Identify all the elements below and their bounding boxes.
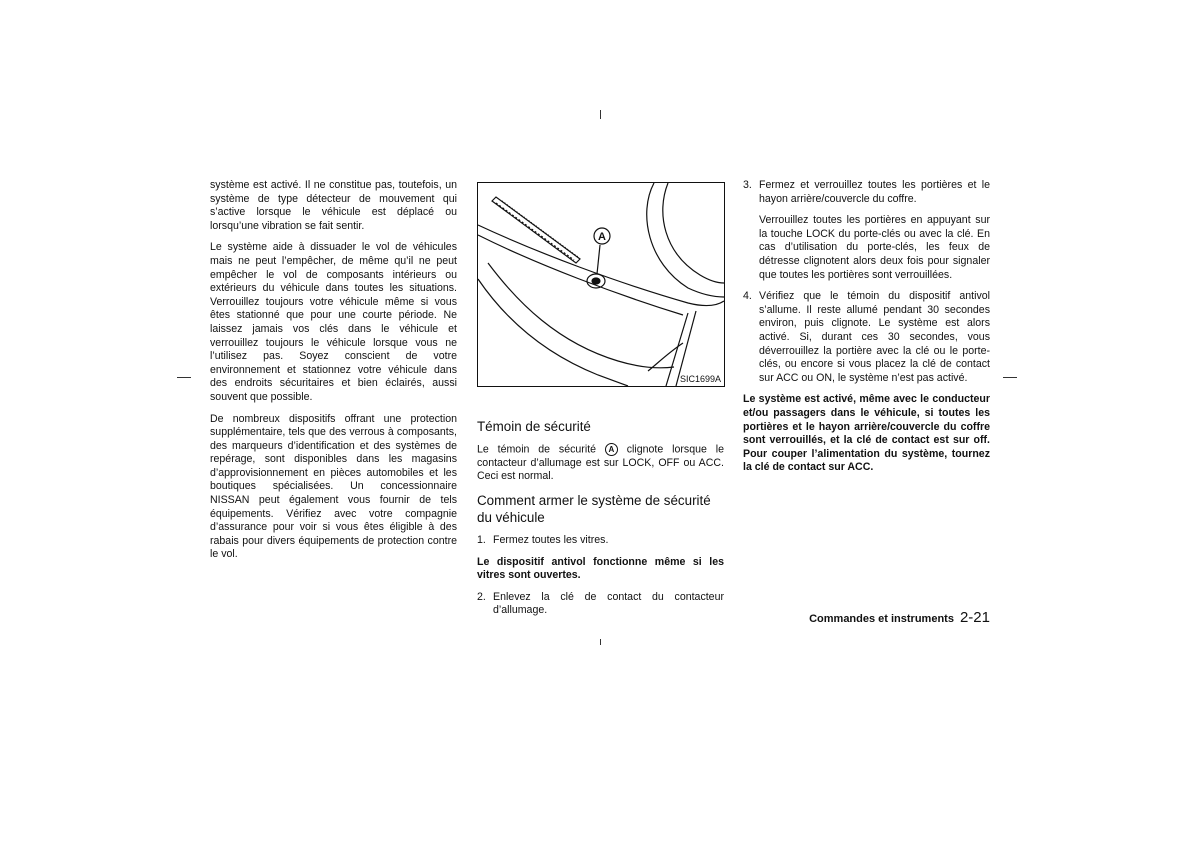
crop-mark-left xyxy=(177,377,191,378)
list-item xyxy=(743,179,990,206)
list-item xyxy=(477,591,724,618)
list-text: Fermez toutes les vitres. xyxy=(493,534,609,547)
bold-note: Le dispositif antivol fonctionne même si les vitres sont ouvertes. xyxy=(477,555,724,582)
list-number: 3. xyxy=(743,179,752,191)
callout-a-icon: A xyxy=(605,443,618,456)
callout-a: A xyxy=(598,231,606,243)
figure-code: SIC1699A xyxy=(679,374,721,384)
security-indicator-illustration xyxy=(477,182,725,387)
list-text: Vérifiez que le témoin du dispositif antivol s’allume. Il reste allumé pendant 30 secondes environ, puis clignote. Le système est alors activé. Si, durant ces 30 secondes, vous déverrouillez la portière avec la clé ou le porte-clés, ou encore si vous placez la clé de contact sur ACC ou ON, le système n’est pas activé. xyxy=(759,290,990,384)
section-name: Commandes et instruments xyxy=(809,613,954,625)
column-right xyxy=(743,179,990,483)
paragraph xyxy=(477,443,724,484)
crop-mark-top xyxy=(600,110,601,119)
text: clignote lorsque le contacteur d’allumage est sur LOCK, OFF ou ACC. Ceci est normal. xyxy=(477,443,724,483)
page-footer xyxy=(809,609,990,626)
paragraph: système est activé. Il ne constitue pas, toutefois, un système de type détecteur de mouvement qui s’active lorsque le véhicule est déplacé ou lorsqu’une vibration se fait sentir. xyxy=(210,179,457,232)
list-number: 1. xyxy=(477,534,486,547)
page-number: 2-21 xyxy=(959,609,990,626)
list-text: Fermez et verrouillez toutes les portières et le hayon arrière/couvercle du coffre. xyxy=(759,179,990,205)
column-middle xyxy=(477,416,724,626)
text: Le témoin de sécurité xyxy=(477,443,597,456)
dashboard-drawing xyxy=(478,183,724,386)
list-item xyxy=(477,534,724,548)
paragraph: Le système aide à dissuader le vol de véhicules mais ne peut l’empêcher, de même qu’il ne peut empêcher le vol de composants intérieurs ou extérieurs du véhicule dans toutes les situations. Verrouillez toujours votre véhicule même si vous êtes stationné que pour une courte période. Ne laissez jamais vos clés dans le véhicule et verrouillez toujours le véhicule lorsque vous ne l’utilisez pas. Soyez conscient de votre environnement et stationnez votre véhicule dans des endroits sécuritaires et bien éclairés, aussi souvent que possible. xyxy=(210,241,457,403)
column-left xyxy=(210,179,457,570)
list-number: 2. xyxy=(477,590,486,603)
crop-mark-bottom xyxy=(600,639,601,645)
section-heading: Comment armer le système de sécurité du véhicule xyxy=(477,493,711,526)
crop-mark-right xyxy=(1003,377,1017,378)
sub-paragraph: Verrouillez toutes les portières en appuyant sur la touche LOCK du porte-clés ou avec la clé. En cas d’utilisation du porte-clés, les feux de détresse clignotent alors deux fois pour signaler que toutes les portières sont verrouillées. xyxy=(759,214,990,281)
paragraph: De nombreux dispositifs offrant une protection supplémentaire, tels que des verrous à composants, des marqueurs d’identification et des systèmes de repérage, sont disponibles dans les magasins d’approvisionnement en pièces automobiles et les boutiques spécialisées. Un concessionnaire NISSAN peut également vous fournir de tels équipements. Vérifiez avec votre compagnie d’assurance pour voir si vous êtes éligible à des rabais pour divers équipements de protection contre le vol. xyxy=(210,412,457,561)
list-text: Enlevez la clé de contact du contacteur d’allumage. xyxy=(493,590,724,617)
bold-note: Le système est activé, même avec le conducteur et/ou passagers dans le véhicule, si toutes les portières et le hayon arrière/couvercle du coffre sont verrouillés, et la clé de contact est sur off. Pour couper l’alimentation du système, tournez la clé de contact sur ACC. xyxy=(743,393,990,474)
list-item xyxy=(743,290,990,385)
section-heading: Témoin de sécurité xyxy=(477,419,591,434)
list-number: 4. xyxy=(743,290,752,303)
